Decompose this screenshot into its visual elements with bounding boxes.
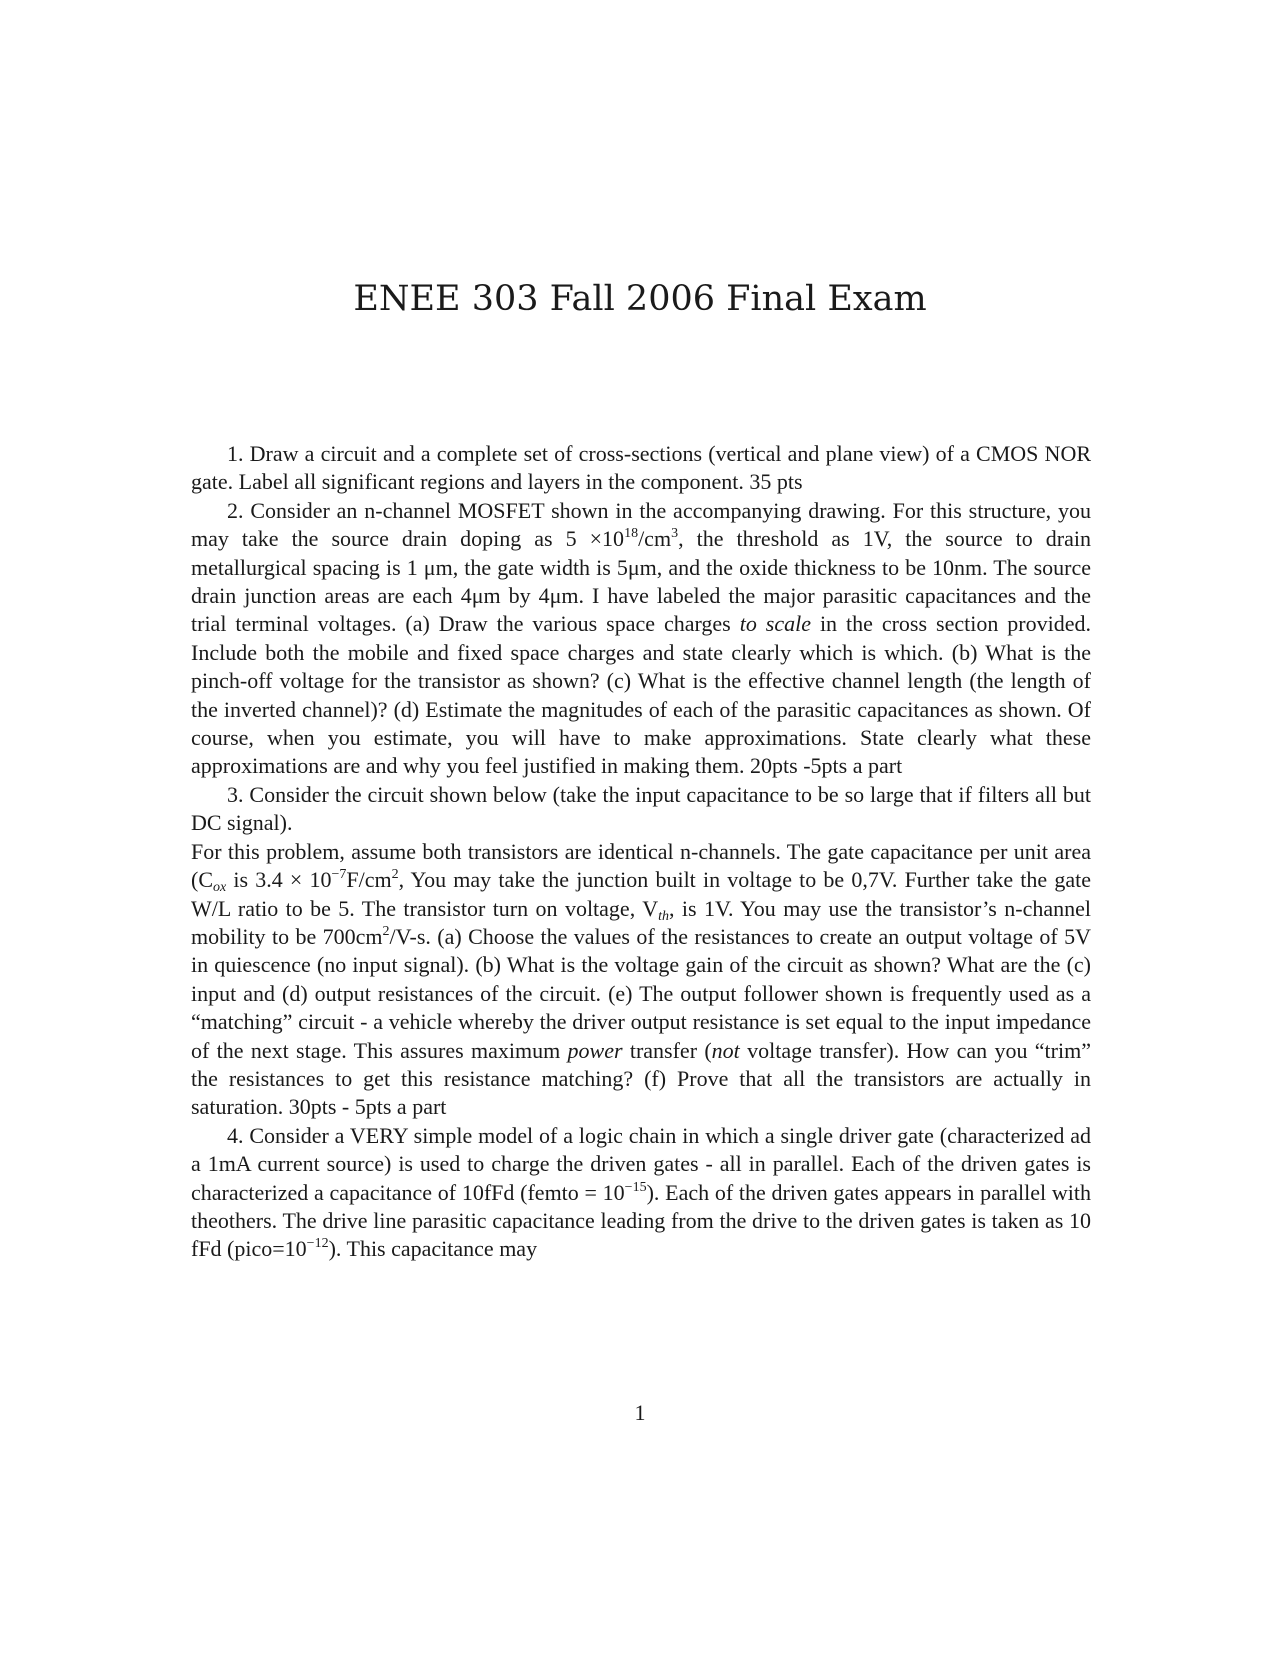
emphasis: not bbox=[711, 1037, 740, 1063]
superscript: −15 bbox=[624, 1179, 647, 1195]
question-4 bbox=[191, 1122, 1091, 1264]
question-3-text: , is 1V. You may use the transistor’s n-channel mobility to be 700cm bbox=[191, 895, 1091, 949]
question-2-text: in the cross section provided. Include both the mobile and fixed space charges and state clearly which is which. (b) What is the pinch-off voltage for the transistor as shown? (c) What is the effective channel length (the length of the inverted channel)? (d) Estimate the magnitudes of each of the parasitic capacitances as shown. Of course, when you estimate, you will have to make approximations. State clearly what these approximations are and why you feel justified in making them. 20pts -5pts a part bbox=[191, 611, 1091, 779]
question-4-text: 4. Consider a VERY simple model of a logic chain in which a single driver gate (characterized ad a 1mA current source) is used to charge the driven gates - all in parallel. Each of the driven gates is characterized a capacitance of 10fFd (femto = 10 bbox=[191, 1122, 1091, 1205]
superscript: −7 bbox=[331, 867, 347, 883]
question-3-text: For this problem, assume both transistors are identical n-channels. The gate capacitance per unit area (C bbox=[191, 838, 1091, 893]
question-3-body bbox=[191, 838, 1091, 1122]
page-title: ENEE 303 Fall 2006 Final Exam bbox=[353, 279, 927, 319]
question-3-text: transfer ( bbox=[622, 1037, 712, 1063]
question-3-text: F/cm bbox=[346, 867, 392, 893]
question-3-text: 3. Consider the circuit shown below (take the input capacitance to be so large that if filters all but DC signal). bbox=[191, 781, 1091, 836]
question-3-intro bbox=[191, 781, 1091, 838]
emphasis: to scale bbox=[739, 611, 811, 637]
question-2-text: , the threshold as 1V, the source to drain metallurgical spacing is 1 μm, the gate width is 5μm, and the oxide thickness to be 10nm. The source drain junction areas are each 4μm by 4μm. I have labeled the major parasitic capacitances and the trial terminal voltages. (a) Draw the various space charges bbox=[191, 526, 1091, 637]
question-1 bbox=[191, 440, 1091, 497]
superscript: 2 bbox=[391, 867, 399, 883]
question-2-text: 2. Consider an n-channel MOSFET shown in the accompanying drawing. For this structure, you may take the source drain doping as 5 ×10 bbox=[191, 497, 1091, 552]
question-3-text: voltage transfer). How can you “trim” the resistances to get this resistance matching? (f) Prove that all the transistors are actually in saturation. 30pts - 5pts a part bbox=[191, 1037, 1091, 1120]
emphasis: power bbox=[567, 1037, 623, 1063]
subscript: th bbox=[658, 908, 669, 924]
superscript: 3 bbox=[671, 526, 679, 542]
question-4-text: ). Each of the driven gates appears in parallel with theothers. The drive line parasitic capacitance leading from the drive to the driven gates is taken as 10 fFd (pico=10 bbox=[191, 1179, 1091, 1262]
subscript: ox bbox=[213, 880, 227, 896]
question-2 bbox=[191, 497, 1091, 781]
superscript: 2 bbox=[382, 923, 390, 939]
question-1-text: 1. Draw a circuit and a complete set of cross-sections (vertical and plane view) of a CMOS NOR gate. Label all significant regions and layers in the component. 35 pts bbox=[191, 441, 1091, 495]
question-3-text: is 3.4 × 10 bbox=[226, 867, 332, 893]
question-2-text: /cm bbox=[638, 526, 672, 552]
exam-body bbox=[191, 440, 1091, 1264]
question-3-text: , You may take the junction built in voltage to be 0,7V. Further take the gate W/L ratio to be 5. The transistor turn on voltage, V bbox=[191, 867, 1091, 921]
superscript: −12 bbox=[306, 1236, 329, 1252]
superscript: 18 bbox=[624, 526, 639, 542]
question-4-text: ). This capacitance may bbox=[328, 1236, 538, 1262]
page-number: 1 bbox=[634, 1400, 646, 1425]
question-3-text: /V-s. (a) Choose the values of the resistances to create an output voltage of 5V in quiescence (no input signal). (b) What is the voltage gain of the circuit as shown? What are the (c) input and (d) output resistances of the circuit. (e) The output follower shown is frequently used as a “matching” circuit - a vehicle whereby the driver output resistance is set equal to the input impedance of the next stage. This assures maximum bbox=[191, 923, 1091, 1063]
